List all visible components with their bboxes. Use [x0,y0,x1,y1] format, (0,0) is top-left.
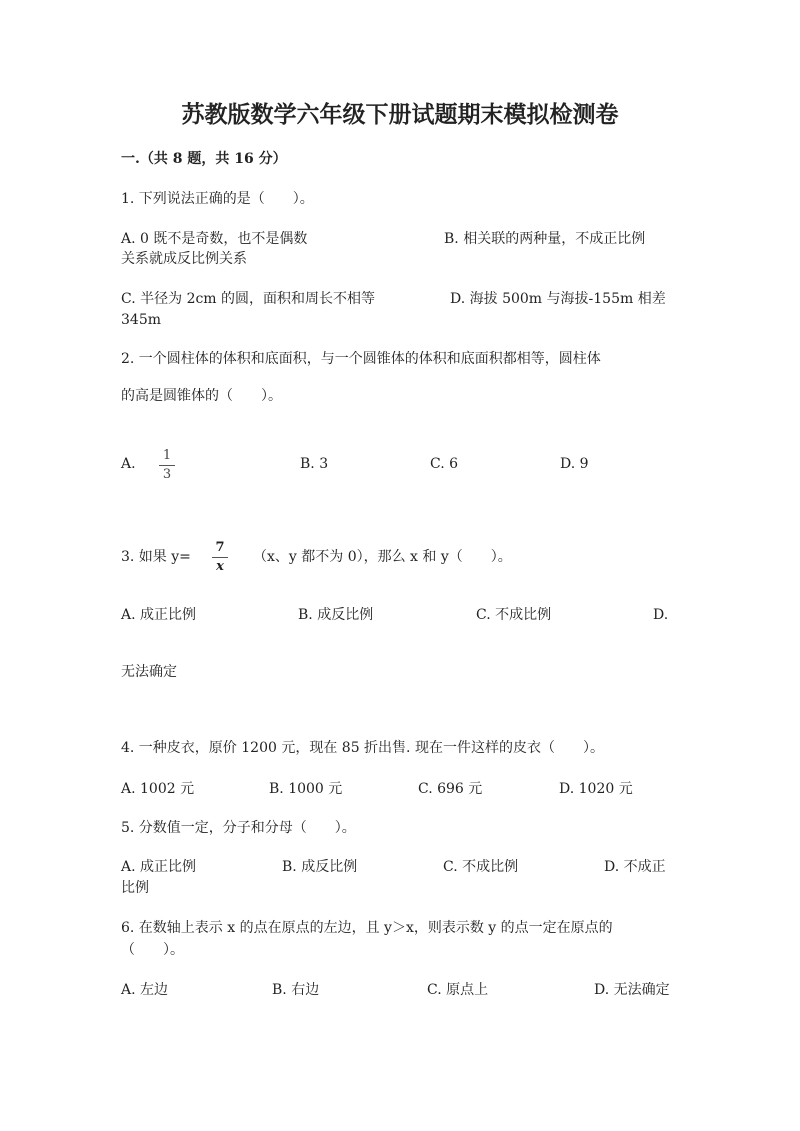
option-b: B. 成反比例 [282,859,358,875]
option-c: C. 半径为 2cm 的圆，面积和周长不相等 [121,291,376,307]
fraction-denominator: x [216,559,224,574]
question-stem-continued: 的高是圆锥体的（ ）。 [121,388,282,404]
option-a-label: A. [121,456,136,472]
question-stem-continued: （ ）。 [121,942,184,958]
option-c: C. 不成比例 [443,859,519,875]
option-a: A. 成正比例 [121,859,197,875]
option-b: B. 成反比例 [298,607,374,623]
option-a: A. 成正比例 [121,607,197,623]
question-stem: 2. 一个圆柱体的体积和底面积，与一个圆锥体的体积和底面积都相等，圆柱体 [121,351,601,367]
option-d: D. 无法确定 [594,982,670,998]
option-c: C. 原点上 [427,982,489,998]
option-b: B. 3 [300,456,329,472]
section-heading: 一.（共 8 题，共 16 分） [121,151,287,167]
option-a: A. 1002 元 [121,781,195,797]
fraction-one-third [159,449,175,482]
option-d: D. 海拔 500m 与海拔-155m 相差 [450,291,666,307]
option-d: D. 1020 元 [559,781,633,797]
option-d-label: D. [653,607,669,623]
option-d: D. 不成正 [604,859,666,875]
fraction-bar [159,465,175,466]
option-b: B. 右边 [272,982,320,998]
option-b: B. 1000 元 [269,781,343,797]
page-title: 苏教版数学六年级下册试题期末模拟检测卷 [181,101,619,128]
option-d-continued: 比例 [121,880,149,896]
question-stem: 1. 下列说法正确的是（ ）。 [121,191,314,207]
question-stem: 4. 一种皮衣，原价 1200 元，现在 85 折出售. 现在一件这样的皮衣（ ）。 [121,740,604,756]
option-d-text: 无法确定 [121,664,177,680]
option-c: C. 6 [430,456,459,472]
question-stem: 5. 分数值一定，分子和分母（ ）。 [121,820,356,836]
option-b-continued: 关系就成反比例关系 [121,251,247,267]
option-d-continued: 345m [121,312,161,328]
fraction-numerator: 7 [215,540,225,555]
fraction-numerator: 1 [162,448,172,463]
option-c: C. 不成比例 [476,607,552,623]
question-stem-prefix: 3. 如果 y= [121,549,191,565]
fraction-seven-over-x [212,541,228,574]
option-b: B. 相关联的两种量，不成正比例 [444,231,646,247]
option-c: C. 696 元 [418,781,483,797]
fraction-bar [212,557,228,558]
question-stem-suffix: （x、y 都不为 0），那么 x 和 y（ ）。 [253,549,512,565]
option-a: A. 左边 [121,982,169,998]
question-stem: 6. 在数轴上表示 x 的点在原点的左边，且 y＞x，则表示数 y 的点一定在原点的 [121,920,613,936]
option-a: A. 0 既不是奇数，也不是偶数 [121,231,308,247]
fraction-denominator: 3 [162,467,172,482]
option-d: D. 9 [560,456,589,472]
